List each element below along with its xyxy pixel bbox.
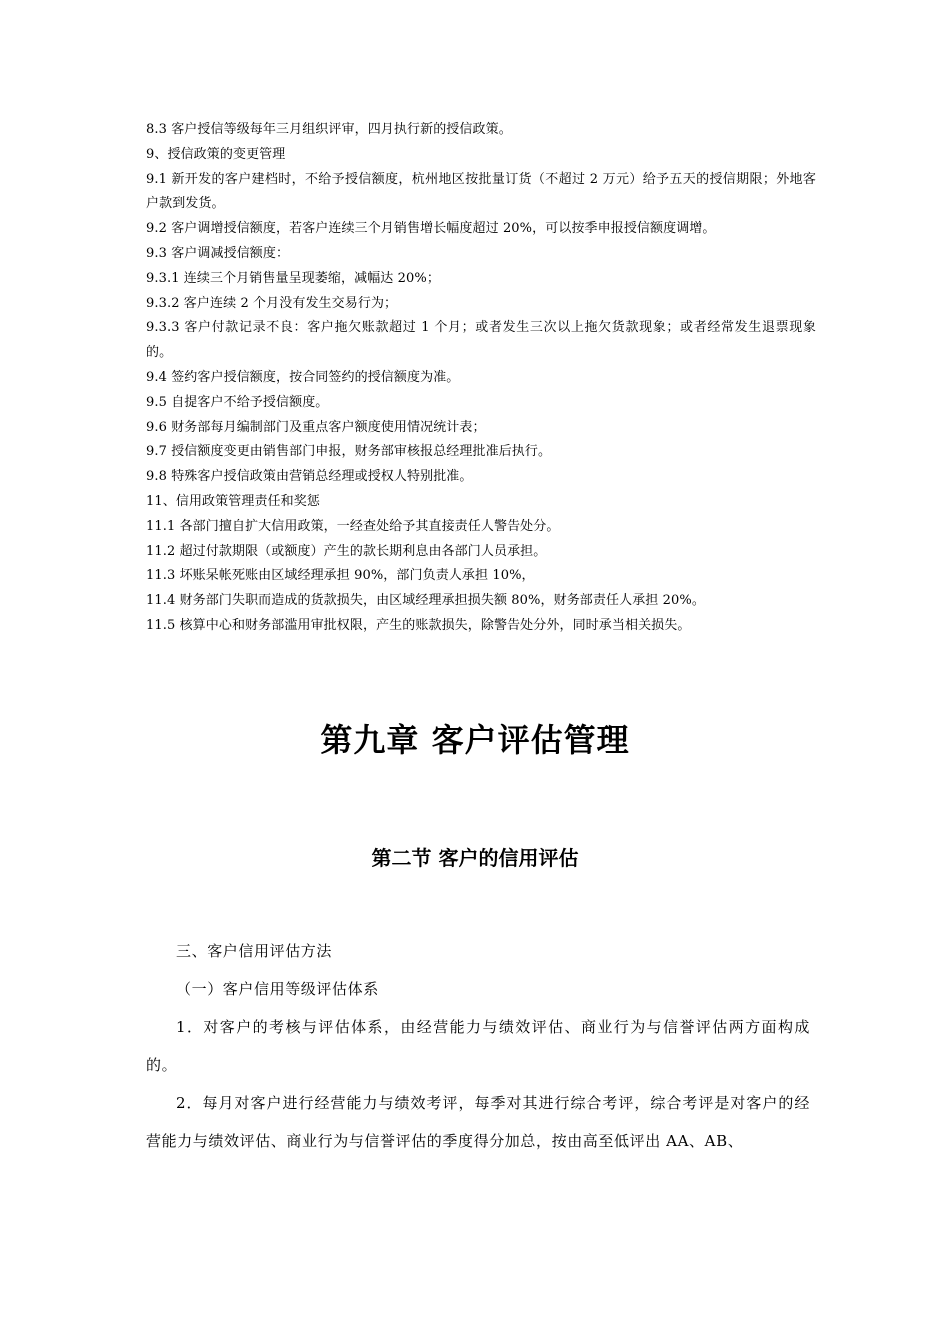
policy-line-9-5: 9.5 自提客户不给予授信额度。 (146, 394, 329, 410)
policy-line-9-4: 9.4 签约客户授信额度，按合同签约的授信额度为准。 (146, 369, 460, 385)
policy-line-9-3-2: 9.3.2 客户连续 2 个月没有发生交易行为； (146, 295, 398, 311)
policy-line-11-3: 11.3 坏账呆帐死账由区域经理承担 90%，部门负责人承担 10%， (146, 568, 535, 584)
policy-heading-9: 9、授信政策的变更管理 (146, 146, 286, 162)
policy-line-11-1: 11.1 各部门擅自扩大信用政策，一经查处给予其直接责任人警告处分。 (146, 518, 560, 534)
policy-line-8-3: 8.3 客户授信等级每年三月组织评审，四月执行新的授信政策。 (146, 122, 512, 137)
policy-line-9-7: 9.7 授信额度变更由销售部门申报，财务部审核报总经理批准后执行。 (146, 444, 552, 460)
policy-line-9-3-1: 9.3.1 连续三个月销售量呈现萎缩，减幅达 20%； (146, 270, 440, 286)
policy-heading-11: 11、信用政策管理责任和奖惩 (146, 493, 320, 509)
policy-line-11-4: 11.4 财务部门失职而造成的货款损失，由区域经理承担损失额 80%，财务部责任人承担 20%。 (146, 593, 705, 609)
policy-line-11-2: 11.2 超过付款期限（或额度）产生的款长期利息由各部门人员承担。 (146, 543, 547, 559)
credit-policy-list (146, 118, 816, 639)
method-paragraph-1: 1．对客户的考核与评估体系，由经营能力与绩效评估、商业行为与信誉评估两方面构成的。 (146, 1018, 810, 1074)
policy-line-9-3: 9.3 客户调减授信额度： (146, 245, 290, 261)
policy-line-9-6: 9.6 财务部每月编制部门及重点客户额度使用情况统计表； (146, 419, 486, 435)
method-subheading: （一）客户信用等级评估体系 (176, 980, 379, 998)
policy-line-9-2: 9.2 客户调增授信额度，若客户连续三个月销售增长幅度超过 20%，可以按季申报授信额度调增。 (146, 221, 716, 237)
policy-line-9-8: 9.8 特殊客户授信政策由营销总经理或授权人特别批准。 (146, 469, 473, 485)
policy-line-11-5: 11.5 核算中心和财务部滥用审批权限，产生的账款损失，除警告处分外，同时承当相关损失。 (146, 617, 691, 633)
policy-line-9-1: 9.1 新开发的客户建档时，不给予授信额度，杭州地区按批量订货（不超过 2 万元）给予五天的授信期限；外地客户款到发货。 (146, 171, 816, 212)
chapter-title: 第九章 客户评估管理 (320, 721, 630, 759)
evaluation-method-body (146, 932, 810, 1160)
method-paragraph-2: 2．每月对客户进行经营能力与绩效考评，每季对其进行综合考评，综合考评是对客户的经营能力与绩效评估、商业行为与信誉评估的季度得分加总，按由高至低评出 AA、AB、 (146, 1094, 810, 1150)
section-title: 第二节 客户的信用评估 (371, 846, 579, 870)
method-heading: 三、客户信用评估方法 (176, 942, 333, 960)
policy-line-9-3-3: 9.3.3 客户付款记录不良：客户拖欠账款超过 1 个月；或者发生三次以上拖欠货款现象；或者经常发生退票现象的。 (146, 320, 816, 361)
